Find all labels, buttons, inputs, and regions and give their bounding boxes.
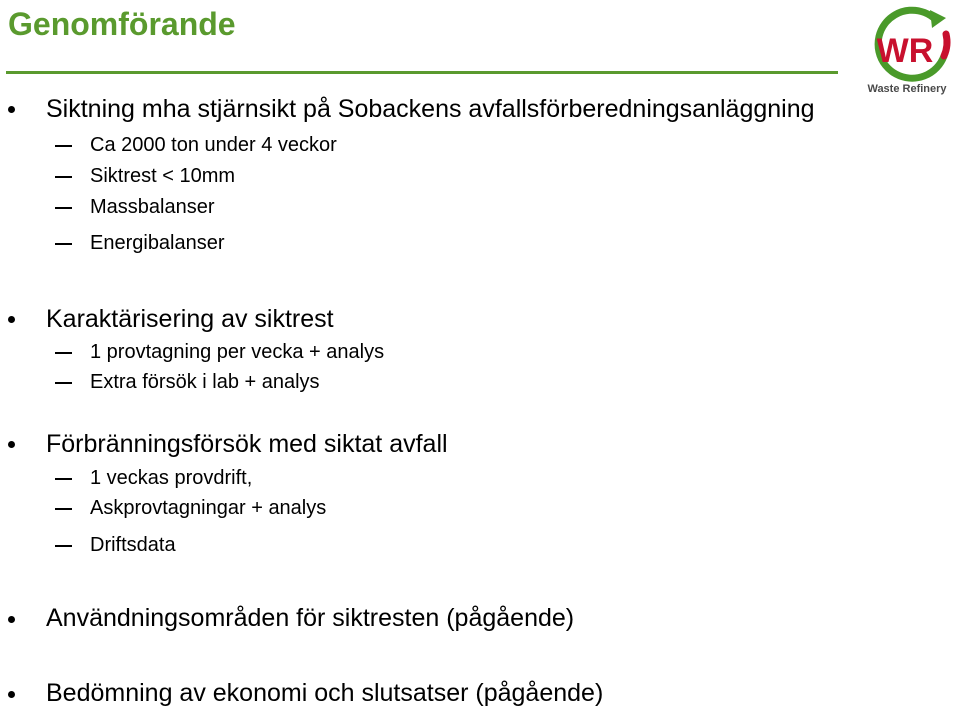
dash-icon [55, 145, 72, 147]
dash-icon [55, 478, 72, 480]
sub-list-item: 1 provtagning per vecka + analys [90, 341, 385, 363]
list-item: Siktning mha stjärnsikt på Sobackens avfallsförberedningsanläggning [46, 95, 815, 123]
waste-refinery-logo [858, 4, 956, 98]
list-item: Karaktärisering av siktrest [46, 305, 334, 333]
logo-letters: WR [876, 32, 934, 70]
list-item: Förbränningsförsök med siktat avfall [46, 430, 448, 458]
sub-list-item: Ca 2000 ton under 4 veckor [90, 134, 337, 156]
list-item: Bedömning av ekonomi och slutsatser (pågående) [46, 679, 604, 707]
sub-list-item: Massbalanser [90, 196, 215, 218]
sub-list-item: Energibalanser [90, 232, 225, 254]
list-item: Användningsområden för siktresten (pågående) [46, 604, 575, 632]
sub-list-item: Driftsdata [90, 534, 176, 556]
logo-text: Waste Refinery [867, 83, 947, 95]
slide-title: Genomförande [8, 6, 236, 42]
dash-icon [55, 508, 72, 510]
dash-icon [55, 545, 72, 547]
bullet-icon [8, 106, 15, 113]
sub-list-item: Siktrest < 10mm [90, 165, 236, 187]
bullet-icon [8, 316, 15, 323]
dash-icon [55, 352, 72, 354]
sub-list-item: 1 veckas provdrift, [90, 467, 253, 489]
bullet-icon [8, 441, 15, 448]
dash-icon [55, 382, 72, 384]
recycle-arrow-icon [858, 4, 956, 84]
bullet-icon [8, 691, 15, 698]
dash-icon [55, 176, 72, 178]
sub-list-item: Extra försök i lab + analys [90, 371, 320, 393]
bullet-icon [8, 616, 15, 623]
dash-icon [55, 207, 72, 209]
title-underline [6, 71, 838, 74]
sub-list-item: Askprovtagningar + analys [90, 497, 327, 519]
dash-icon [55, 243, 72, 245]
